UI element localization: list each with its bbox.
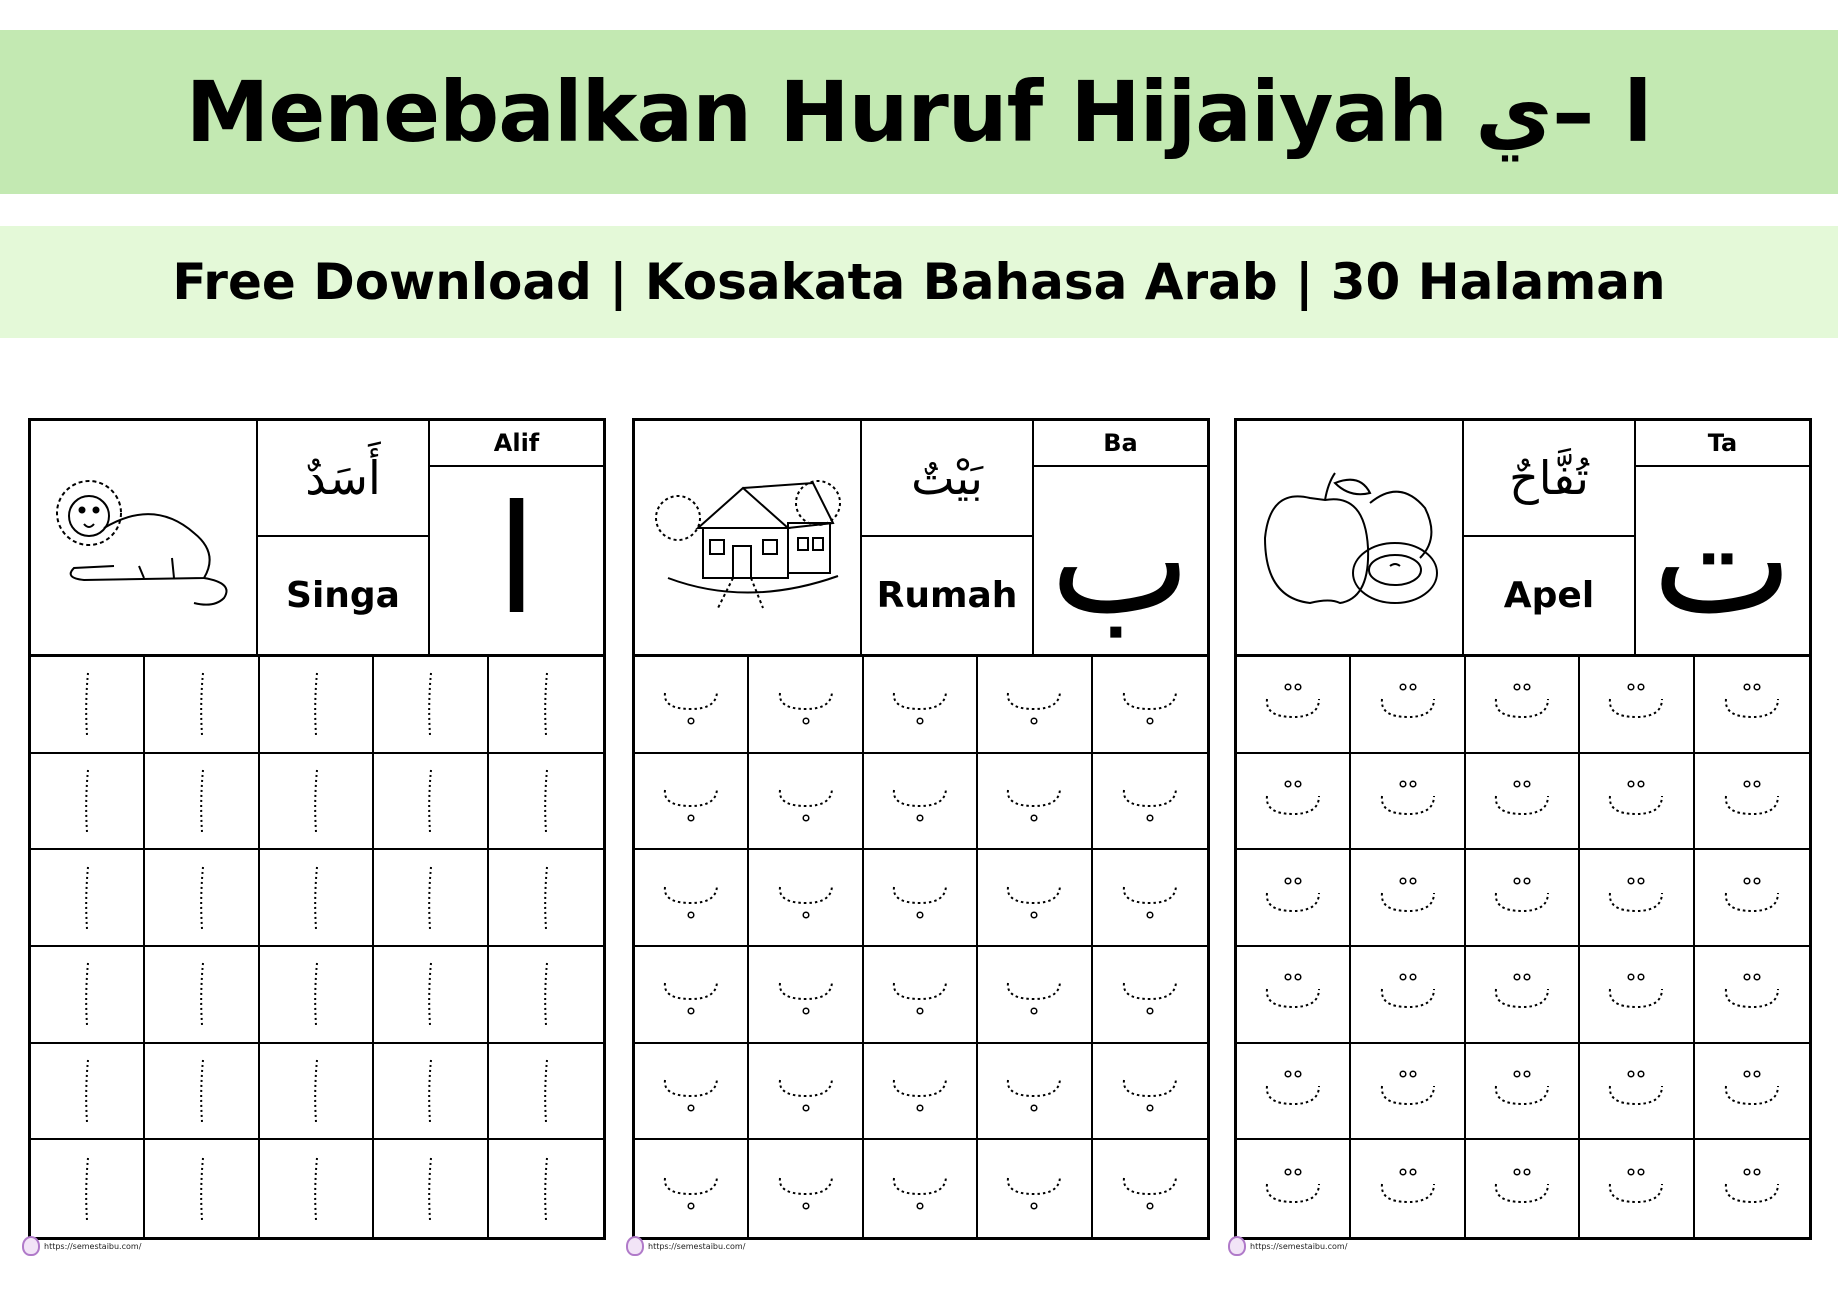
- title-banner: [0, 30, 1838, 194]
- tracing-cell: [1351, 1140, 1465, 1237]
- tracing-cell: [31, 754, 145, 851]
- tracing-cell: [1351, 657, 1465, 754]
- tracing-cell: [1237, 850, 1351, 947]
- tracing-cell: [864, 1140, 978, 1237]
- brand-logo: [1228, 1236, 1246, 1256]
- dotted-letter-icon: [1604, 776, 1668, 826]
- dotted-letter-icon: [536, 863, 556, 933]
- tracing-cell: [1093, 1044, 1207, 1141]
- dotted-letter-icon: [659, 873, 723, 923]
- brand-logo: [22, 1236, 40, 1256]
- dotted-letter-icon: [1261, 969, 1325, 1019]
- dotted-letter-icon: [1720, 873, 1784, 923]
- tracing-cell: [1093, 850, 1207, 947]
- dotted-letter-icon: [659, 1164, 723, 1214]
- worksheet-ta: [1234, 418, 1812, 1240]
- tracing-cell: [374, 754, 488, 851]
- dotted-letter-icon: [1002, 969, 1066, 1019]
- big-letter: ت: [1651, 473, 1794, 648]
- tracing-cell: [260, 657, 374, 754]
- tracing-cell: [1580, 947, 1694, 1044]
- tracing-cell: [489, 947, 603, 1044]
- apple-picture: [1237, 421, 1464, 654]
- tracing-cell: [1093, 947, 1207, 1044]
- tracing-cell: [31, 850, 145, 947]
- tracing-cell: [1466, 1044, 1580, 1141]
- letter-name: Ta: [1636, 421, 1809, 467]
- dotted-letter-icon: [1118, 679, 1182, 729]
- tracing-cell: [145, 1140, 259, 1237]
- tracing-cell: [1093, 1140, 1207, 1237]
- indonesian-word: Singa: [258, 537, 430, 654]
- dotted-letter-icon: [192, 669, 212, 739]
- dotted-letter-icon: [1118, 1066, 1182, 1116]
- tracing-cell: [749, 1140, 863, 1237]
- letter-name: Ba: [1034, 421, 1207, 467]
- tracing-cell: [1466, 754, 1580, 851]
- tracing-cell: [374, 947, 488, 1044]
- dotted-letter-icon: [1118, 776, 1182, 826]
- dotted-letter-icon: [774, 776, 838, 826]
- dotted-letter-icon: [306, 669, 326, 739]
- dotted-letter-icon: [1720, 1066, 1784, 1116]
- tracing-cell: [1580, 754, 1694, 851]
- tracing-cell: [1466, 1140, 1580, 1237]
- dotted-letter-icon: [420, 959, 440, 1029]
- dotted-letter-icon: [1002, 1066, 1066, 1116]
- dotted-letter-icon: [659, 776, 723, 826]
- tracing-cell: [489, 657, 603, 754]
- dotted-letter-icon: [774, 969, 838, 1019]
- tracing-cell: [978, 1044, 1092, 1141]
- dotted-letter-icon: [659, 969, 723, 1019]
- tracing-cell: [749, 1044, 863, 1141]
- tracing-cell: [145, 754, 259, 851]
- dotted-letter-icon: [306, 766, 326, 836]
- dotted-letter-icon: [1002, 1164, 1066, 1214]
- tracing-cell: [1237, 754, 1351, 851]
- lion-picture: [31, 421, 258, 654]
- dotted-letter-icon: [1376, 679, 1440, 729]
- tracing-cell: [260, 947, 374, 1044]
- tracing-cell: [635, 947, 749, 1044]
- dotted-letter-icon: [306, 1056, 326, 1126]
- footer-brand: [22, 1236, 141, 1256]
- tracing-cell: [260, 754, 374, 851]
- dotted-letter-icon: [192, 1056, 212, 1126]
- dotted-letter-icon: [306, 863, 326, 933]
- dotted-letter-icon: [1261, 1164, 1325, 1214]
- tracing-cell: [1580, 1044, 1694, 1141]
- tracing-cell: [978, 947, 1092, 1044]
- footer-url: https://semestaibu.com/: [1250, 1241, 1348, 1251]
- dotted-letter-icon: [536, 766, 556, 836]
- dotted-letter-icon: [774, 873, 838, 923]
- tracing-cell: [864, 1044, 978, 1141]
- dotted-letter-icon: [306, 1154, 326, 1224]
- dotted-letter-icon: [888, 969, 952, 1019]
- dotted-letter-icon: [536, 1154, 556, 1224]
- tracing-cell: [145, 657, 259, 754]
- brand-logo: [626, 1236, 644, 1256]
- letter-name: Alif: [430, 421, 603, 467]
- arabic-word: بَيْتٌ: [862, 421, 1034, 537]
- dotted-letter-icon: [1376, 969, 1440, 1019]
- tracing-cell: [978, 850, 1092, 947]
- dotted-letter-icon: [420, 669, 440, 739]
- page-title: Menebalkan Huruf Hijaiyah ا –ي: [185, 63, 1653, 161]
- worksheet-alif: [28, 418, 606, 1240]
- dotted-letter-icon: [1604, 969, 1668, 1019]
- tracing-cell: [1093, 657, 1207, 754]
- dotted-letter-icon: [1490, 873, 1554, 923]
- tracing-cell: [635, 754, 749, 851]
- tracing-cell: [1580, 850, 1694, 947]
- dotted-letter-icon: [420, 863, 440, 933]
- dotted-letter-icon: [1261, 776, 1325, 826]
- tracing-cell: [864, 947, 978, 1044]
- tracing-cell: [489, 1044, 603, 1141]
- dotted-letter-icon: [1720, 776, 1784, 826]
- tracing-cell: [1093, 754, 1207, 851]
- dotted-letter-icon: [1720, 969, 1784, 1019]
- arabic-word: تُفَّاحٌ: [1464, 421, 1636, 537]
- worksheet-header: [31, 421, 603, 657]
- tracing-cell: [145, 1044, 259, 1141]
- tracing-cell: [1580, 657, 1694, 754]
- lion-icon: [44, 458, 244, 618]
- dotted-letter-icon: [420, 1154, 440, 1224]
- dotted-letter-icon: [77, 1154, 97, 1224]
- dotted-letter-icon: [659, 679, 723, 729]
- dotted-letter-icon: [192, 1154, 212, 1224]
- dotted-letter-icon: [659, 1066, 723, 1116]
- dotted-letter-icon: [1376, 1066, 1440, 1116]
- dotted-letter-icon: [77, 863, 97, 933]
- dotted-letter-icon: [192, 863, 212, 933]
- tracing-cell: [1351, 850, 1465, 947]
- dotted-letter-icon: [1604, 873, 1668, 923]
- tracing-cell: [1695, 1044, 1809, 1141]
- dotted-letter-icon: [1490, 679, 1554, 729]
- tracing-cell: [1466, 657, 1580, 754]
- tracing-cell: [749, 850, 863, 947]
- dotted-letter-icon: [888, 776, 952, 826]
- dotted-letter-icon: [1490, 776, 1554, 826]
- worksheet-ba: [632, 418, 1210, 1240]
- tracing-cell: [978, 754, 1092, 851]
- indonesian-word: Apel: [1464, 537, 1636, 654]
- tracing-cell: [864, 754, 978, 851]
- tracing-cell: [1580, 1140, 1694, 1237]
- dotted-letter-icon: [306, 959, 326, 1029]
- tracing-cell: [635, 850, 749, 947]
- tracing-cell: [374, 657, 488, 754]
- tracing-cell: [1466, 850, 1580, 947]
- footer-brand: [1228, 1236, 1347, 1256]
- dotted-letter-icon: [77, 766, 97, 836]
- worksheet-header: [1237, 421, 1809, 657]
- tracing-cell: [260, 850, 374, 947]
- tracing-cell: [31, 657, 145, 754]
- tracing-cell: [489, 1140, 603, 1237]
- dotted-letter-icon: [77, 959, 97, 1029]
- dotted-letter-icon: [77, 1056, 97, 1126]
- footer-url: https://semestaibu.com/: [648, 1241, 746, 1251]
- tracing-cell: [489, 850, 603, 947]
- tracing-cell: [145, 947, 259, 1044]
- tracing-cell: [1695, 850, 1809, 947]
- tracing-cell: [1695, 657, 1809, 754]
- dotted-letter-icon: [1261, 1066, 1325, 1116]
- tracing-cell: [1466, 947, 1580, 1044]
- tracing-cell: [635, 657, 749, 754]
- house-picture: [635, 421, 862, 654]
- tracing-cell: [374, 850, 488, 947]
- tracing-cell: [145, 850, 259, 947]
- tracing-grid: [1237, 657, 1809, 1237]
- dotted-letter-icon: [1118, 969, 1182, 1019]
- dotted-letter-icon: [1002, 776, 1066, 826]
- dotted-letter-icon: [1376, 776, 1440, 826]
- dotted-letter-icon: [774, 1164, 838, 1214]
- dotted-letter-icon: [1490, 969, 1554, 1019]
- dotted-letter-icon: [536, 959, 556, 1029]
- tracing-cell: [749, 754, 863, 851]
- dotted-letter-icon: [888, 873, 952, 923]
- footer-url: https://semestaibu.com/: [44, 1241, 142, 1251]
- tracing-cell: [1695, 947, 1809, 1044]
- tracing-cell: [1695, 1140, 1809, 1237]
- tracing-cell: [1237, 1044, 1351, 1141]
- arabic-word: أَسَدٌ: [258, 421, 430, 537]
- tracing-cell: [1695, 754, 1809, 851]
- big-letter: ا: [495, 473, 538, 648]
- dotted-letter-icon: [774, 1066, 838, 1116]
- tracing-cell: [749, 657, 863, 754]
- tracing-cell: [1351, 947, 1465, 1044]
- dotted-letter-icon: [1002, 873, 1066, 923]
- tracing-grid: [635, 657, 1207, 1237]
- dotted-letter-icon: [1376, 1164, 1440, 1214]
- dotted-letter-icon: [1490, 1066, 1554, 1116]
- tracing-cell: [749, 947, 863, 1044]
- indonesian-word: Rumah: [862, 537, 1034, 654]
- dotted-letter-icon: [420, 766, 440, 836]
- dotted-letter-icon: [536, 1056, 556, 1126]
- tracing-cell: [1351, 754, 1465, 851]
- dotted-letter-icon: [888, 1164, 952, 1214]
- dotted-letter-icon: [1490, 1164, 1554, 1214]
- tracing-cell: [1237, 947, 1351, 1044]
- dotted-letter-icon: [192, 959, 212, 1029]
- dotted-letter-icon: [774, 679, 838, 729]
- tracing-cell: [31, 1140, 145, 1237]
- dotted-letter-icon: [1118, 873, 1182, 923]
- tracing-cell: [1237, 657, 1351, 754]
- apple-icon: [1250, 458, 1450, 618]
- dotted-letter-icon: [420, 1056, 440, 1126]
- dotted-letter-icon: [1376, 873, 1440, 923]
- dotted-letter-icon: [1604, 1066, 1668, 1116]
- dotted-letter-icon: [1720, 679, 1784, 729]
- dotted-letter-icon: [1720, 1164, 1784, 1214]
- dotted-letter-icon: [192, 766, 212, 836]
- tracing-cell: [864, 657, 978, 754]
- dotted-letter-icon: [536, 669, 556, 739]
- tracing-cell: [978, 1140, 1092, 1237]
- tracing-cell: [374, 1140, 488, 1237]
- tracing-cell: [864, 850, 978, 947]
- dotted-letter-icon: [1261, 679, 1325, 729]
- tracing-cell: [489, 754, 603, 851]
- dotted-letter-icon: [888, 679, 952, 729]
- dotted-letter-icon: [77, 669, 97, 739]
- dotted-letter-icon: [1261, 873, 1325, 923]
- worksheet-header: [635, 421, 1207, 657]
- footer-brand: [626, 1236, 745, 1256]
- dotted-letter-icon: [1002, 679, 1066, 729]
- tracing-cell: [978, 657, 1092, 754]
- dotted-letter-icon: [1118, 1164, 1182, 1214]
- tracing-cell: [374, 1044, 488, 1141]
- tracing-grid: [31, 657, 603, 1237]
- tracing-cell: [1351, 1044, 1465, 1141]
- tracing-cell: [260, 1044, 374, 1141]
- tracing-cell: [31, 1044, 145, 1141]
- tracing-cell: [635, 1140, 749, 1237]
- dotted-letter-icon: [1604, 679, 1668, 729]
- dotted-letter-icon: [1604, 1164, 1668, 1214]
- tracing-cell: [31, 947, 145, 1044]
- tracing-cell: [635, 1044, 749, 1141]
- dotted-letter-icon: [888, 1066, 952, 1116]
- tracing-cell: [1237, 1140, 1351, 1237]
- big-letter: ب: [1049, 473, 1192, 648]
- house-icon: [648, 458, 848, 618]
- page-subtitle: Free Download | Kosakata Bahasa Arab | 30 Halaman: [172, 253, 1666, 311]
- subtitle-banner: [0, 226, 1838, 338]
- tracing-cell: [260, 1140, 374, 1237]
